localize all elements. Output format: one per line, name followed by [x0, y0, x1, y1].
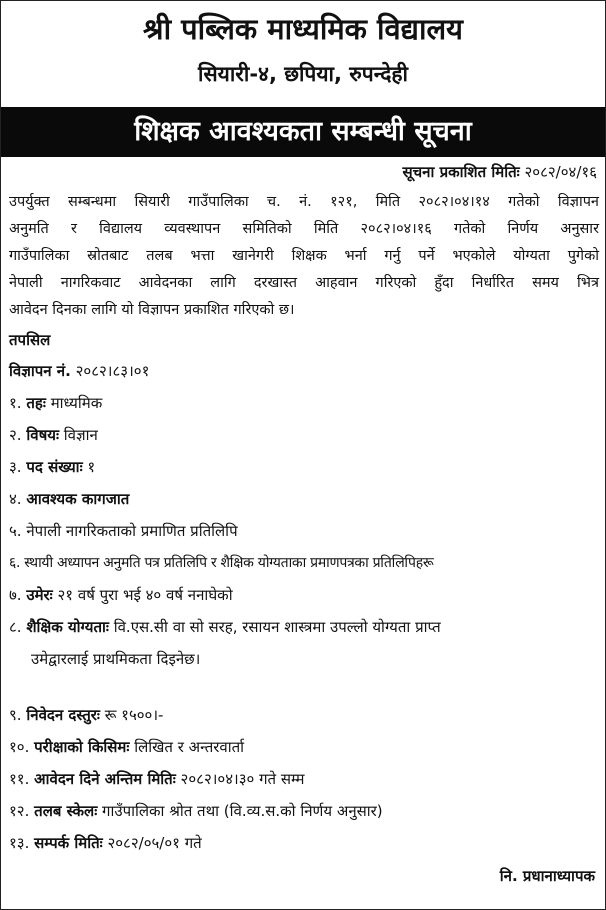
paragraph-line: गाउँपालिका स्रोतबाट तलब भत्ता खानेगरी शिक्षक भर्ना गर्नु पर्ने भएकोले योग्यता पुगेको — [9, 248, 599, 264]
list-item-deadline — [9, 766, 603, 792]
item-value: लिखित र अन्तरवार्ता — [134, 738, 245, 756]
item-number: ८. — [9, 618, 22, 636]
paragraph-line: आवेदन दिनका लागि यो विज्ञापन प्रकाशित गरिएको छ। — [9, 302, 295, 318]
item-value: २१ वर्ष पुरा भई ४० वर्ष ननाघेको — [57, 586, 233, 604]
item-value: नेपाली नागरिकताको प्रमाणित प्रतिलिपि — [26, 522, 238, 540]
item-number: ७. — [9, 586, 22, 604]
item-number: ११. — [9, 770, 30, 788]
published-date-label: सूचना प्रकाशित मितिः — [402, 163, 520, 181]
item-label: निवेदन दस्तुरः — [26, 706, 100, 724]
advert-number — [9, 358, 603, 384]
item-label: पद संख्याः — [26, 458, 83, 476]
item-number: १२. — [9, 802, 30, 820]
item-number: ३. — [9, 458, 22, 476]
advert-number-label: विज्ञापन नं. — [9, 362, 71, 380]
item-value: २०८२/०५/०१ गते — [107, 834, 202, 852]
list-item-qualification — [9, 614, 603, 640]
list-item-contact-date — [9, 830, 603, 856]
item-number: ५. — [9, 522, 22, 540]
list-item-post-count — [9, 454, 603, 480]
list-item-age — [9, 582, 603, 608]
item-label: तहः — [26, 394, 46, 412]
item-label: उमेरः — [26, 586, 53, 604]
list-item-citizenship — [9, 518, 603, 544]
list-item-salary-scale — [9, 798, 603, 824]
item-value: स्थायी अध्यापन अनुमति पत्र प्रतिलिपि र शैक्षिक योग्यताका प्रमाणपत्रका प्रतिलिपिहरू — [24, 555, 434, 571]
paragraph-line: नेपाली नागरिकवाट आवेदनका लागि दरखास्त आहवान गरिएको हुँदा निर्धारित समय भित्र — [9, 275, 599, 291]
item-label: सम्पर्क मितिः — [34, 834, 103, 852]
list-item-subject — [9, 422, 603, 448]
section-title: तपसिल — [9, 331, 51, 349]
item-number: १. — [9, 394, 22, 412]
notice-paragraph — [9, 189, 599, 324]
item-label: परीक्षाको किसिमः — [34, 738, 130, 756]
notice-title-banner: शिक्षक आवश्यकता सम्बन्धी सूचना — [1, 107, 605, 157]
signature-headmaster: नि. प्रधानाध्यापक — [499, 867, 595, 885]
paragraph-line: अनुमति र विद्यालय व्यवस्थापन समितिको मिति २०८२।०४।१६ गतेको निर्णय अनुसार — [9, 221, 599, 237]
item-label: विषयः — [26, 426, 59, 444]
school-address: सियारी-४, छपिया, रुपन्देही — [198, 62, 408, 86]
item-number: ९. — [9, 706, 22, 724]
item-value: गाउँपालिका श्रोत तथा (वि.व्य.स.को निर्णय अनुसार) — [102, 802, 383, 820]
school-name: श्री पब्लिक माध्यमिक विद्यालय — [143, 12, 463, 46]
item-value: वि.एस.सी वा सो सरह, रसायन शास्त्रमा उपल्लो योग्यता प्राप्त — [113, 618, 441, 636]
list-item-level — [9, 390, 603, 416]
item-label: तलब स्केलः — [34, 802, 98, 820]
item-value: १ — [87, 458, 96, 476]
item-number: २. — [9, 426, 22, 444]
item-number: ६. — [9, 555, 21, 571]
item-value: रू १५००।- — [104, 706, 164, 724]
list-item-qualification-continued: उमेद्वारलाई प्राथमिकता दिइनेछ। — [31, 650, 201, 668]
paragraph-line: उपर्युक्त सम्बन्धमा सियारी गाउँपालिका च. नं. १२१, मिति २०८२।०४।१४ गतेको विज्ञापन — [9, 194, 599, 210]
item-number: १३. — [9, 834, 30, 852]
list-item-licence-certificates — [9, 550, 603, 576]
list-item-application-fee — [9, 702, 603, 728]
item-label: शैक्षिक योग्यताः — [26, 618, 109, 636]
list-item-exam-type — [9, 734, 603, 760]
advert-number-value: २०८२।८३।०१ — [75, 362, 150, 380]
item-number: ४. — [9, 490, 22, 508]
item-number: १०. — [9, 738, 30, 756]
published-date — [402, 161, 597, 183]
list-item-required-documents — [9, 486, 603, 512]
item-value: २०८२।०४।३० गते सम्म — [180, 770, 305, 788]
item-label: आवेदन दिने अन्तिम मितिः — [34, 770, 176, 788]
item-label: आवश्यक कागजात — [26, 490, 130, 508]
item-value: माध्यमिक — [50, 394, 103, 412]
published-date-value: २०८२/०४/१६ — [524, 163, 597, 181]
item-value: विज्ञान — [63, 426, 98, 444]
